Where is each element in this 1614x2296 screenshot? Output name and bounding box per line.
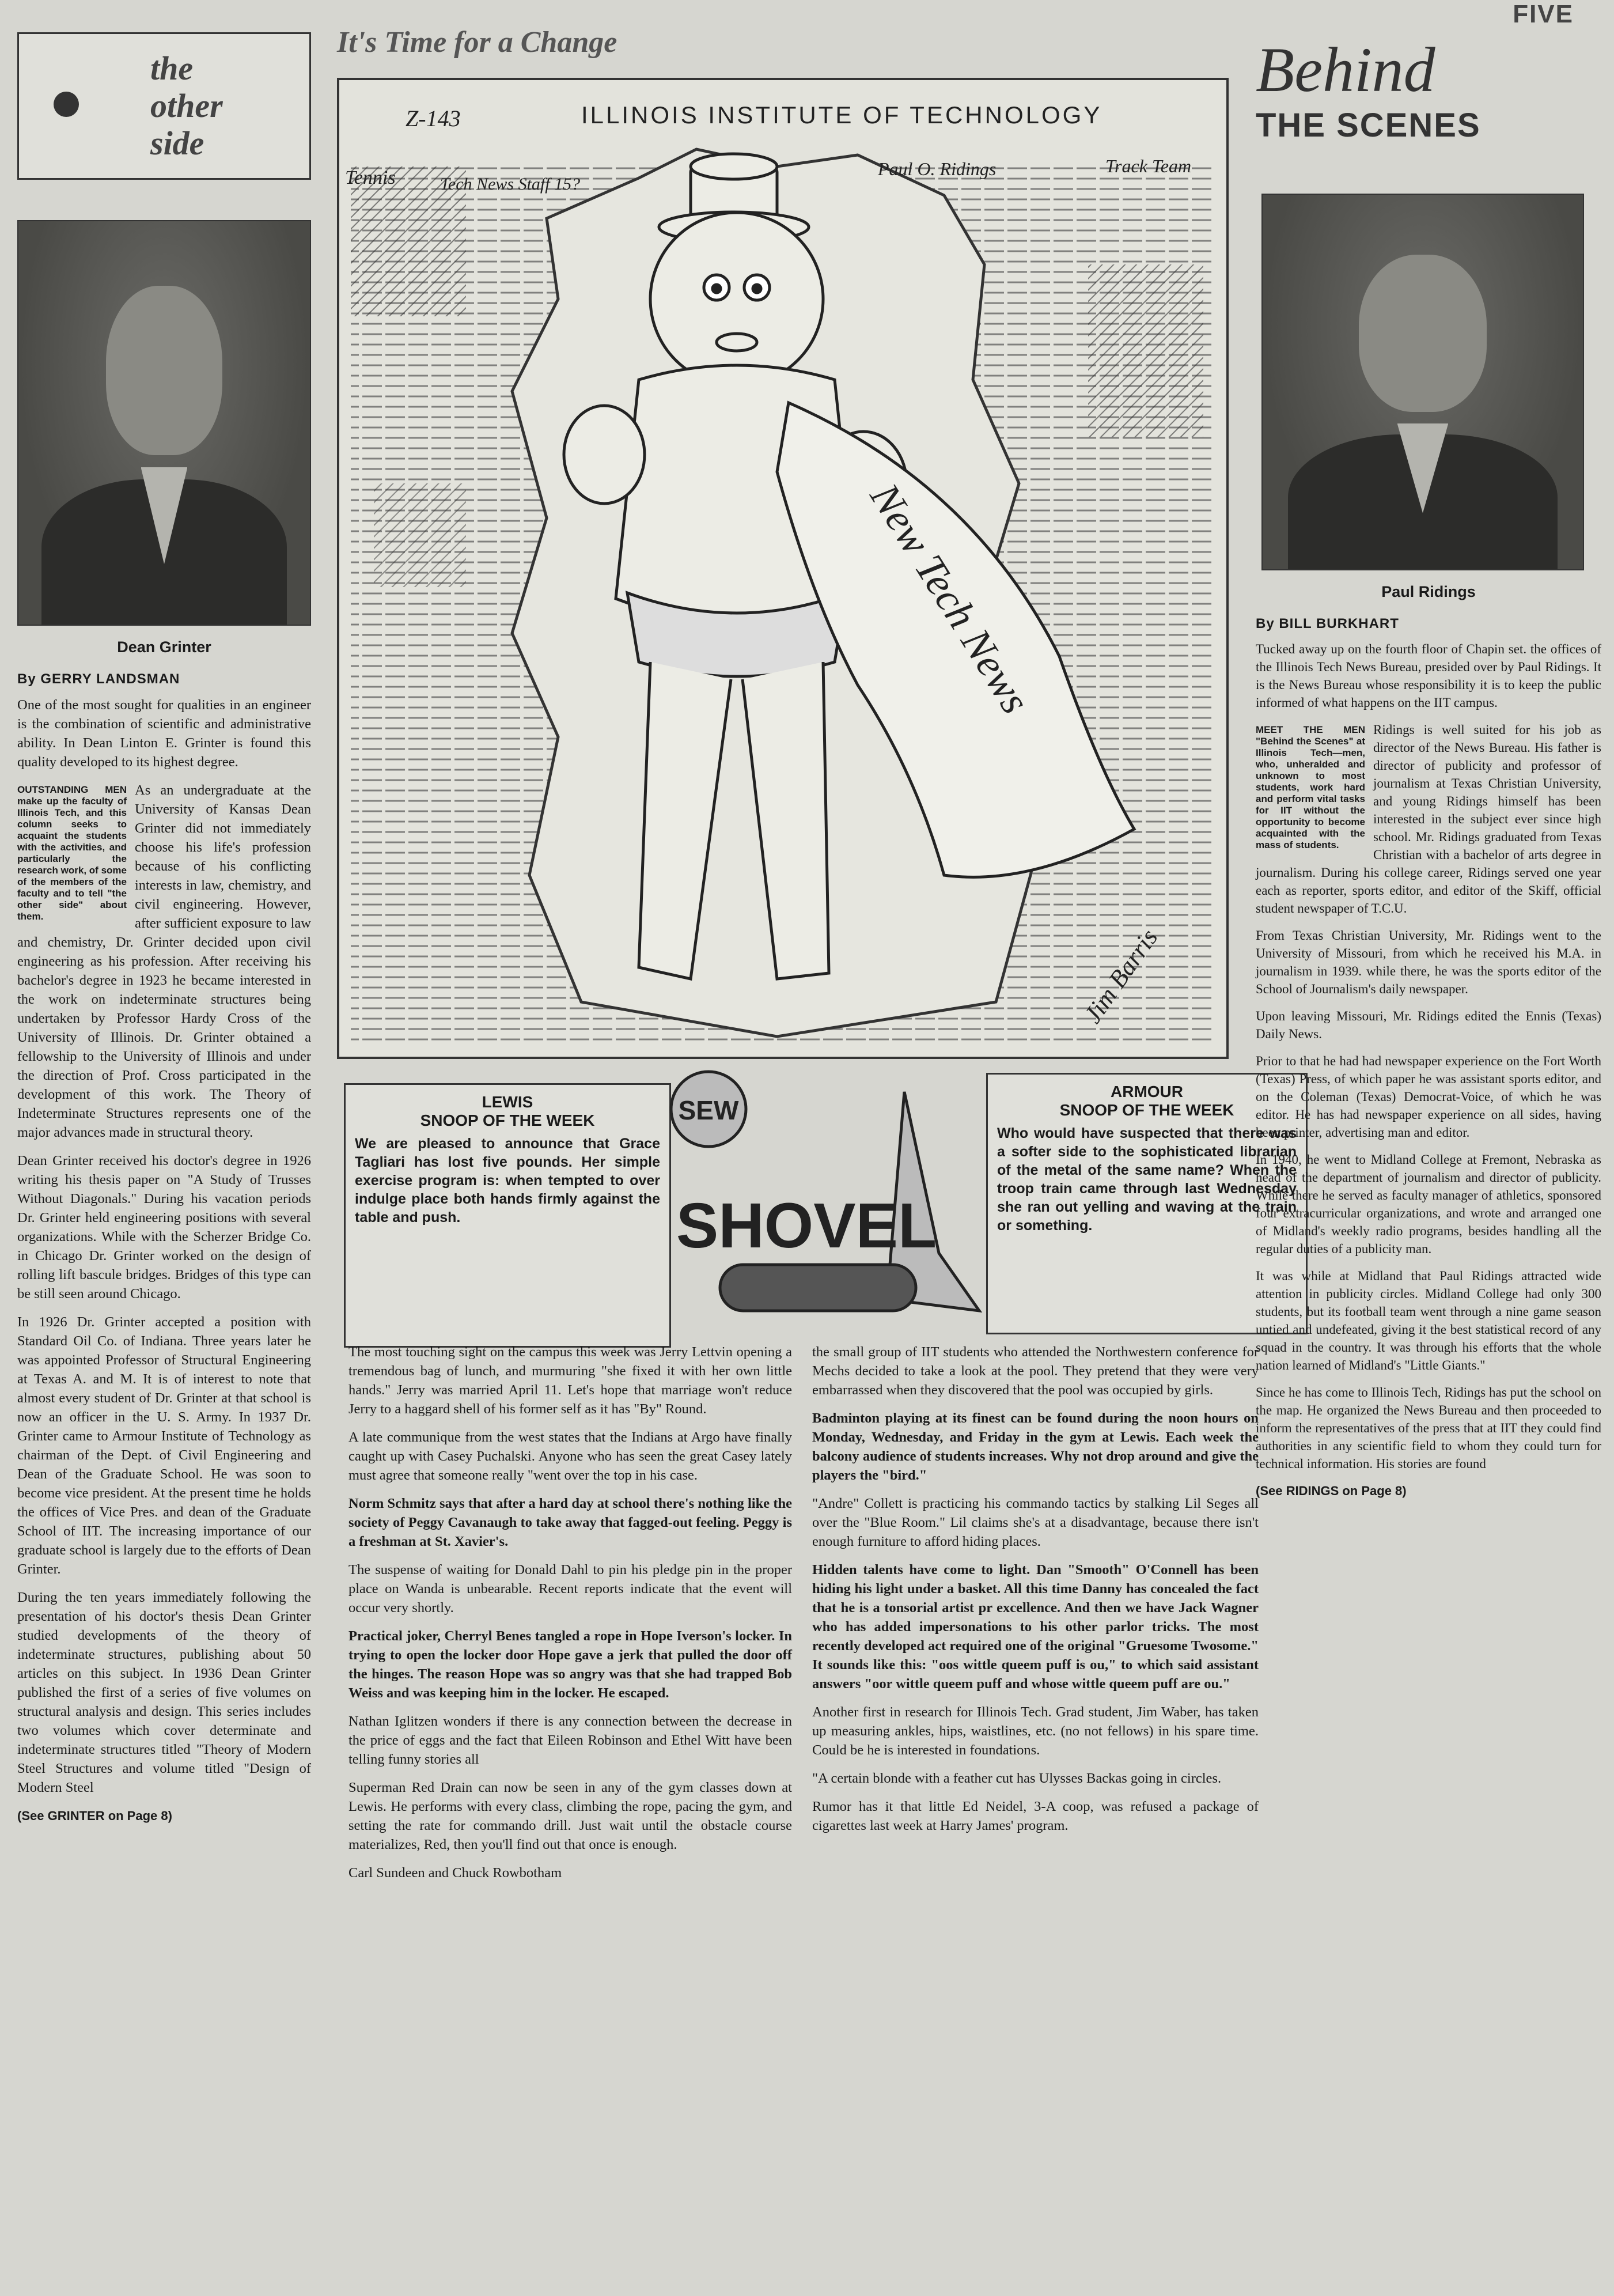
paragraph: A late communique from the west states that the Indians at Argo have finally caught up with Casey Puchalski. Anyone who has seen the great Casey lately must agree that someone really "went over the top in his case. bbox=[348, 1429, 792, 1483]
paragraph: Practical joker, Cherryl Benes tangled a rope in Hope Iverson's locker. In trying to open the locker door Hope gave a jerk that pulled the door off the hinges. The reason Hope was so angry was that she had trapped Bob Weiss and was keeping him in the locker. He escaped. bbox=[348, 1628, 792, 1701]
box-text: We are pleased to announce that Grace Tagliari has lost five pounds. Her simple exercise program is: when tempted to over indulge place both hands firmly against the table and push. bbox=[355, 1136, 660, 1225]
paragraph: "Andre" Collett is practicing his commando tactics by stalking Lil Seges all over the "Blue Room." Lil claims she's at a disadvantage, because there isn't enough furniture to afford hiding places. bbox=[812, 1496, 1259, 1549]
paragraph: Dean Grinter received his doctor's degree in 1926 writing his thesis paper on "A Study of Trusses Without Diagonals." During his vacation periods Dr. Grinter held engineering positions with several organizations. While with the Scherzer Bridge Co. in Chicago Dr. Grinter worked on the design of rolling lift bascule bridges. Bridges of this type can be still seen around Chicago. bbox=[17, 1153, 311, 1302]
byline: By BILL BURKHART bbox=[1256, 616, 1399, 631]
cartoon-label: Tennis bbox=[345, 167, 396, 188]
editorial-cartoon bbox=[337, 78, 1229, 1059]
page-number: FIVE bbox=[1513, 0, 1574, 28]
paragraph: Rumor has it that little Ed Neidel, 3-A coop, was refused a package of cigarettes last week at Harry James' program. bbox=[812, 1799, 1259, 1833]
photo-caption: Paul Ridings bbox=[1381, 583, 1476, 600]
paragraph: Norm Schmitz says that after a hard day at school there's nothing like the society of Peggy Cavanaugh to take away that fagged-out feeling. Peggy is a freshman at St. Xavier's. bbox=[348, 1496, 792, 1549]
paragraph: MEET THE MEN "Behind the Scenes" at Illinois Tech—men, who, unheralded and unknown to most students, work hard and perform vital tasks for IIT without the opportunity to become acquainted with the mass of students. Ridings is well suited for his job as director of the News Bureau. His father is director of publicity and professor of journalism at Texas Christian University, and young Ridings himself has been interested in the subject ever since high school. Mr. Ridings graduated from Texas Christian with a bachelor of arts degree in journalism. During his college career, Ridings served one year each as reporter, sports editor, and editor of the Skiff, official student newspaper of T.C.U. bbox=[1256, 723, 1601, 916]
paragraph: The suspense of waiting for Donald Dahl to pin his pledge pin in the proper place on Wanda is unbearable. Recent reports indicate that the event will occur very shortly. bbox=[348, 1562, 792, 1616]
headline: It's Time for a Change bbox=[337, 26, 617, 59]
paragraph: During the ten years immediately following the presentation of his doctor's thesis Dean Grinter studied developments of the theory of indeterminate structures, publishing about 50 articles on this subject. In 1936 Dean Grinter published the first of a series of five volumes on structural analysis and design. This series includes two volumes which cover determinate and indeterminate structures titled "Theory of Modern Steel Structures and volume titled "Design of Modern Steel bbox=[17, 1590, 311, 1795]
bullet-icon bbox=[54, 92, 79, 117]
shovel-column-2 bbox=[812, 1342, 1259, 1844]
cartoon-banner-text: New Tech News bbox=[861, 475, 1039, 721]
lewis-snoop-box bbox=[344, 1083, 671, 1348]
box-text: Who would have suspected that there was a softer side to the sophisticated librarian of the metal of the same name? When the troop train came through last Wednesday she ran out yelling and waving at the train or something. bbox=[997, 1125, 1297, 1234]
cartoon-label: Tech News Staff 15? bbox=[440, 175, 581, 194]
paragraph: One of the most sought for qualities in an engineer is the combination of scientific and administrative ability. In Dean Linton E. Grinter is found this quality developed to its highest degree. bbox=[17, 697, 311, 770]
paragraph: Another first in research for Illinois Tech. Grad student, Jim Waber, has taken up measuring ankles, hips, waistlines, etc. (no not fellows) in his spare time. Could be he is interested in foundations. bbox=[812, 1704, 1259, 1758]
article-body bbox=[1256, 640, 1601, 1500]
paragraph: Upon leaving Missouri, Mr. Ridings edited the Ennis (Texas) Daily News. bbox=[1256, 1009, 1601, 1041]
paragraph: the small group of IIT students who attended the Northwestern conference for Mechs decided to take a look at the pool. They pretend that they were very embarrassed when they discovered that the pool was occupied by girls. bbox=[812, 1344, 1259, 1398]
paragraph: Tucked away up on the fourth floor of Chapin set. the offices of the Illinois Tech News Bureau, presided over by Paul Ridings. It is the News Bureau whose responsibility it is to keep the public informed of what happens on the IIT campus. bbox=[1256, 642, 1601, 710]
cartoon-drawing bbox=[339, 80, 1226, 1057]
paragraph: OUTSTANDING MEN make up the faculty of Illinois Tech, and this column seeks to acquaint the students with the activities, and particularly the research work, of some of the members of the faculty and to tell "the other side" about them. As an undergraduate at the University of Kansas Dean Grinter did not immediately choose his life's profession because of his conflicting interests in law, chemistry, and civil engineering. However, after sufficient exposure to law and chemistry, Dr. Grinter decided upon civil engineering as his profession. After receiving his bachelor's degree in 1923 he became interested in the work on indeterminate structures being undertaken by Professor Hardy Cross of the University of Illinois. Dr. Grinter obtained a fellowship to the University of Illinois and under the direction of Prof. Cross participated in the development of this work. The Theory of Indeterminate Structures represents one of the major advances made in structural theory. bbox=[17, 782, 311, 1140]
logo-top-text: SEW bbox=[678, 1095, 739, 1125]
column-title-box bbox=[1256, 32, 1601, 171]
paragraph: Superman Red Drain can now be seen in any of the gym classes down at Lewis. He performs with every class, climbing the rope, pacing the gym, and setting the rate for commando drill. Just wait until the obstacle course materializes, Red, then you'll find out that once is enough. bbox=[348, 1780, 792, 1852]
paragraph: From Texas Christian University, Mr. Ridings went to the University of Missouri, from which he received his M.A. in journalism in 1939. while there, he was the sports editor of the School of Journalism's daily newspaper. bbox=[1256, 928, 1601, 996]
paragraph: Since he has come to Illinois Tech, Ridings has put the school on the map. He organized the News Bureau and then proceeded to inform the representatives of the press that at IIT they could find authorities in any scientific field to whom they could turn for technical information. His stories are found bbox=[1256, 1385, 1601, 1471]
paragraph: Hidden talents have come to light. Dan "Smooth" O'Connell has been hiding his light under a basket. All this time Danny has concealed the fact that he is a tonsorial artist pr excellence. And then we have Jack Wagner who has added impersonations to his other parlor tricks. The most recently developed act required one of the original "Gruesome Twosome." It sounds like this: "oos wittle queem puff is ou," to which said assistant answers "oor wittle queem puff and whose wittle queem puff are ou." bbox=[812, 1562, 1259, 1692]
paragraph: In 1940, he went to Midland College at Fremont, Nebraska as head of the department of journalism and director of publicity. While there he served as faculty manager of athletics, sponsored four extracurricular organizations, and wrote and arranged one of Midland's weekly radio programs, besides handling all the regular duties of a publicity man. bbox=[1256, 1152, 1601, 1256]
paragraph: It was while at Midland that Paul Ridings attracted wide attention in publicity circles. Midland College had only 300 students, but its football team went through a nine game season untied and undefeated, giving it the best statistical record of any squad in the country. It was through his efforts that the whole nation learned of Midland's "Little Giants." bbox=[1256, 1269, 1601, 1372]
cartoon-label: Track Team bbox=[1105, 156, 1192, 176]
cartoon-label: Z-143 bbox=[406, 105, 461, 131]
cartoon-label: ILLINOIS INSTITUTE OF TECHNOLOGY bbox=[581, 101, 1102, 128]
byline: By GERRY LANDSMAN bbox=[17, 671, 180, 687]
photo-caption: Dean Grinter bbox=[117, 638, 211, 656]
paul-ridings-photo bbox=[1261, 194, 1584, 570]
box-title: ARMOUR bbox=[1111, 1083, 1183, 1100]
paragraph: Badminton playing at its finest can be found during the noon hours on Monday, Wednesday, and Friday in the gym at Lewis. Each week the balcony audience of students increases. Why not drop around and give the players the "bird." bbox=[812, 1410, 1259, 1483]
left-column bbox=[17, 32, 311, 1825]
column-note: MEET THE MEN "Behind the Scenes" at Illinois Tech—men, who, unheralded and unknown to most students, work hard and perform vital tasks for IIT without the opportunity to become acquainted with the mass of students. bbox=[1256, 724, 1365, 850]
column-title-box bbox=[17, 32, 311, 180]
continued-note: (See RIDINGS on Page 8) bbox=[1256, 1484, 1407, 1498]
column-subtitle: THE SCENES bbox=[1256, 107, 1481, 144]
paragraph: Nathan Iglitzen wonders if there is any connection between the decrease in the price of eggs and the fact that Eileen Robinson and Ethel Witt have been telling funny stories all bbox=[348, 1714, 792, 1767]
paragraph: In 1926 Dr. Grinter accepted a position with Standard Oil Co. of Indiana. Three years later he was appointed Professor of Structural Engineering at Texas A. and M. It is of interest to note that almost every student of Dr. Grinter at that school is now an officer in the U. S. Army. In 1937 Dr. Grinter came to Armour Institute of Technology as chairman of the Dept. of Civil Engineering and Dean of the Graduate School. He was soon to become vice president. At the present time he holds the offices of Vice Pres. and dean of the Graduate School of IIT. The increasing importance of our graduate school is largely due to the efforts of Dean Grinter. bbox=[17, 1314, 311, 1577]
column-title-word: the bbox=[150, 50, 194, 87]
shovel-column-1 bbox=[348, 1342, 792, 1892]
article-body bbox=[17, 695, 311, 1825]
logo-text: SHOVEL bbox=[676, 1190, 937, 1261]
column-title-word: side bbox=[150, 124, 204, 162]
box-subtitle: SNOOP OF THE WEEK bbox=[420, 1111, 595, 1129]
paragraph: The most touching sight on the campus this week was Jerry Lettvin opening a tremendous bag of lunch, and murmuring "she fixed it with her own little hands." Jerry was married April 11. Let's hope that marriage won't reduce Jerry to a haggard shell of his former self as it has "By" Round. bbox=[348, 1344, 792, 1417]
paragraph: Prior to that he had had newspaper experience on the Fort Worth (Texas) Press, of which paper he was assistant sports editor, and on the Coleman (Texas) Democrat-Voice, of which he was editor. He has had newspaper experience on all sides, having been printer, advertising man and editor. bbox=[1256, 1054, 1601, 1140]
right-column bbox=[1256, 32, 1601, 1500]
cartoon-label: Paul O. Ridings bbox=[878, 158, 997, 179]
box-title: LEWIS bbox=[482, 1093, 533, 1111]
column-title: Behind bbox=[1256, 35, 1435, 105]
artist-signature: Jim Barris bbox=[1078, 924, 1164, 1028]
column-note: OUTSTANDING MEN make up the faculty of Illinois Tech, and this column seeks to acquaint the students with the activities, and particularly the research work, of some of the members of the faculty and to tell "the other side" about them. bbox=[17, 784, 127, 922]
paragraph: Carl Sundeen and Chuck Rowbotham bbox=[348, 1865, 562, 1881]
column-title-word: other bbox=[150, 87, 223, 124]
paragraph: "A certain blonde with a feather cut has Ulysses Backas going in circles. bbox=[812, 1771, 1222, 1786]
continued-note: (See GRINTER on Page 8) bbox=[17, 1809, 172, 1823]
box-subtitle: SNOOP OF THE WEEK bbox=[1059, 1101, 1234, 1119]
shovel-logo bbox=[628, 1069, 985, 1340]
dean-grinter-photo bbox=[17, 220, 311, 626]
